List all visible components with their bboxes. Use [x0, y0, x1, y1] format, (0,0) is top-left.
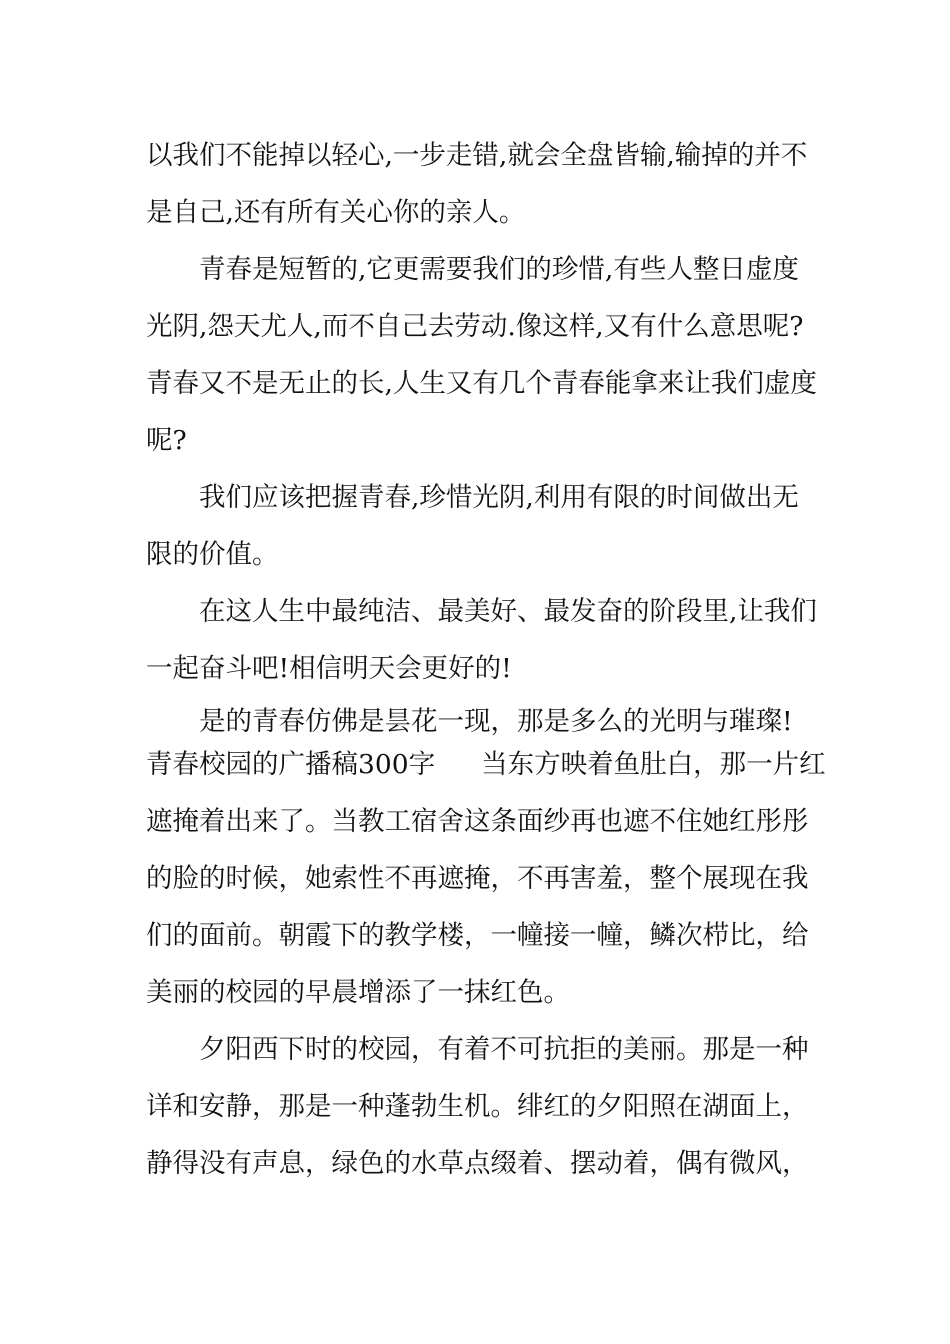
- paragraph-first-line: 在这人生中最纯洁、最美好、最发奋的阶段里,让我们: [199, 596, 817, 627]
- text-line: 详和安静，那是一种蓬勃生机。绯红的夕阳照在湖面上，: [146, 1091, 809, 1122]
- text-line: 遮掩着出来了。当教工宿舍这条面纱再也遮不住她红彤彤: [146, 806, 809, 837]
- paragraph-first-line: 我们应该把握青春,珍惜光阴,利用有限的时间做出无: [199, 482, 799, 513]
- text-line: 们的面前。朝霞下的教学楼，一幢接一幢，鳞次栉比，给: [146, 920, 809, 951]
- text-line: 一起奋斗吧!相信明天会更好的!: [146, 653, 512, 684]
- text-line: 青春又不是无止的长,人生又有几个青春能拿来让我们虚度: [146, 368, 817, 399]
- heading-line: [146, 736, 826, 793]
- text-line: 以我们不能掉以轻心,一步走错,就会全盘皆输,输掉的并不: [146, 140, 808, 171]
- text-line: 光阴,怨天尤人,而不自己去劳动.像这样,又有什么意思呢?: [146, 311, 804, 342]
- paragraph-first-line: 青春是短暂的,它更需要我们的珍惜,有些人整日虚度: [199, 254, 799, 285]
- section-heading: 青春校园的广播稿300字: [146, 749, 436, 780]
- text-line: 当东方映着鱼肚白，那一片红: [481, 749, 826, 780]
- text-line: 静得没有声息，绿色的水草点缀着、摆动着，偶有微风，: [146, 1148, 809, 1179]
- paragraph-first-line: 是的青春仿佛是昙花一现，那是多么的光明与璀璨!: [199, 706, 793, 737]
- text-line: 的脸的时候，她索性不再遮掩，不再害羞，整个展现在我: [146, 863, 809, 894]
- paragraph-first-line: 夕阳西下时的校园，有着不可抗拒的美丽。那是一种: [199, 1034, 809, 1065]
- document-body: [146, 127, 826, 1192]
- text-line: 是自己,还有所有关心你的亲人。: [146, 197, 526, 228]
- text-line: 美丽的校园的早晨增添了一抹红色。: [146, 977, 570, 1008]
- text-line: 限的价值。: [146, 539, 279, 570]
- text-line: 呢?: [146, 425, 187, 456]
